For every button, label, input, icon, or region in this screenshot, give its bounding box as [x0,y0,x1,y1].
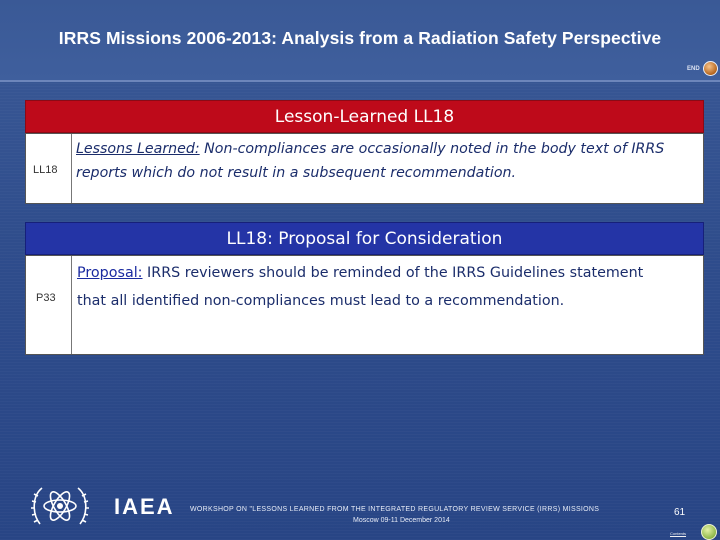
workshop-line-1: WORKSHOP ON "LESSONS LEARNED FROM THE INTEGRATED REGULATORY REVIEW SERVICE (IRRS) MISSIONS [190,506,600,513]
lesson-label: Lessons Learned: [76,141,200,157]
lesson-learned-box [25,133,704,204]
proposal-divider [71,256,72,354]
workshop-caption [190,504,630,526]
proposal-title: LL18: Proposal for Consideration [25,222,704,255]
proposal-text [77,259,652,315]
proposal-body-text: IRRS reviewers should be reminded of the IRRS Guidelines statement that all identified non-compliances must lead to a recommendation. [77,265,644,309]
lesson-code: LL18 [33,164,58,176]
page-number: 61 [674,507,686,518]
contents-nav-icon[interactable] [701,524,717,540]
iaea-atom-icon [30,480,90,532]
proposal-label: Proposal: [77,265,143,281]
iaea-logo-text: IAEA [114,494,175,519]
end-label[interactable]: END [687,66,700,72]
lesson-divider [71,134,72,203]
lesson-learned-title: Lesson-Learned LL18 [25,100,704,133]
proposal-box [25,255,704,355]
proposal-code: P33 [36,292,56,304]
lesson-body-text: Non-compliances are occasionally noted in the body text of IRRS reports which do not result in a subsequent recommendation. [76,141,665,181]
contents-link[interactable]: Contents [670,531,687,536]
slide-title: IRRS Missions 2006-2013: Analysis from a Radiation Safety Perspective [58,28,662,48]
iaea-logo [30,480,182,532]
slide-header [0,0,720,80]
header-divider [0,80,720,82]
lesson-text [76,137,701,185]
workshop-line-2: Moscow 09-11 December 2014 [353,517,450,524]
end-button-icon[interactable] [703,61,718,76]
